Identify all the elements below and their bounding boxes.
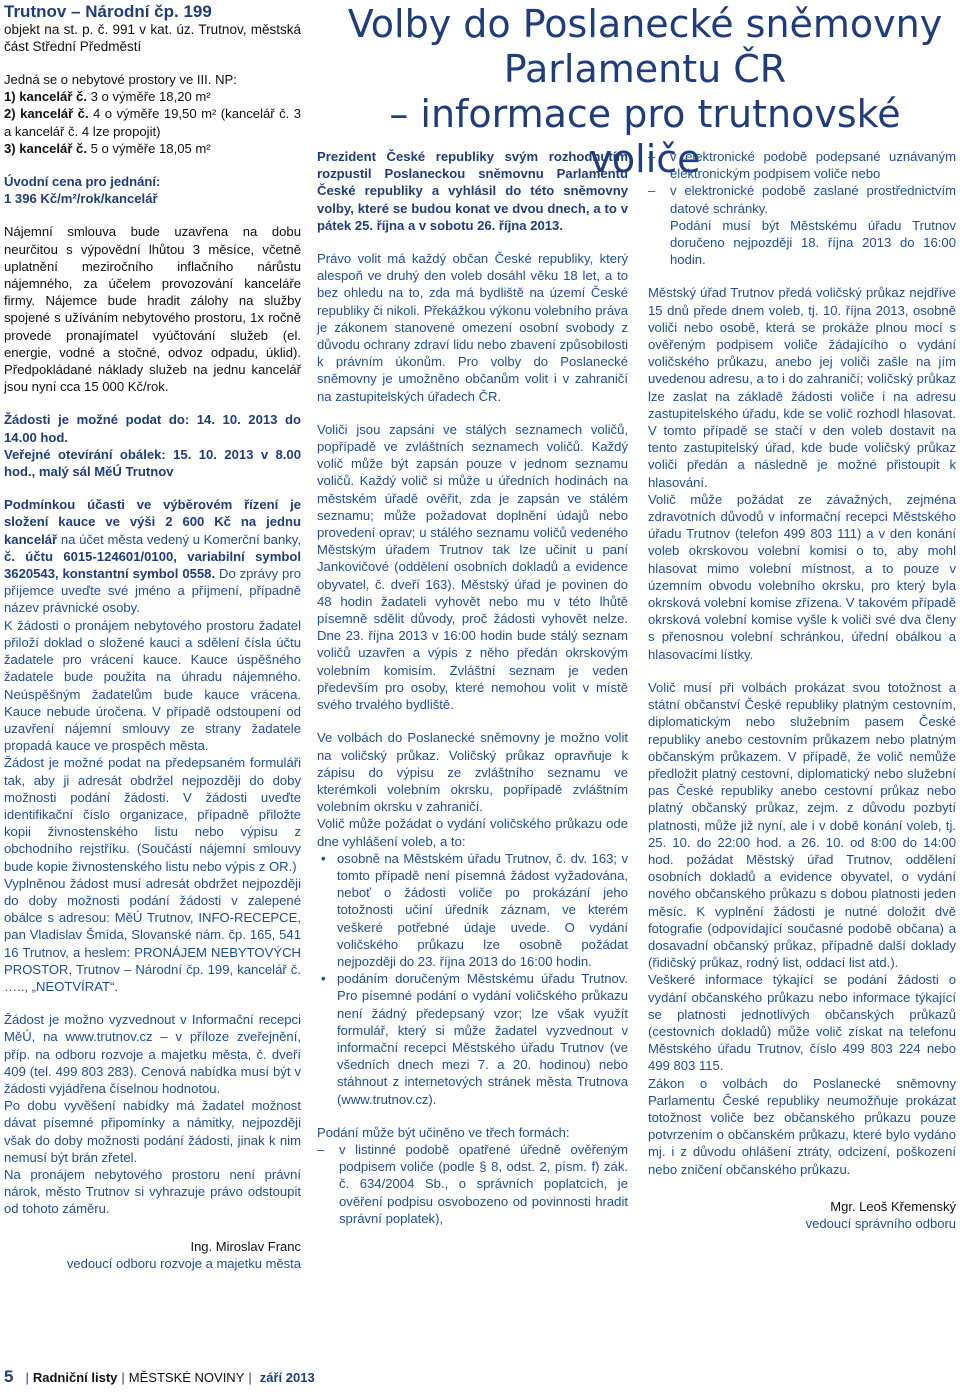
- signature-name: Mgr. Leoš Křemenský: [830, 1198, 956, 1214]
- mobile-ballot-box: Volič může požádat ze závažných, zejména zdravotních důvodů v informační recepci Městského úřadu Trutnov (telefon 499 803 111) a v den konání voleb okrskovou volební komisi o to, aby mohl hlasovat mimo volební místnost, a to pouze v územním obvodu volebního okrsku, pro který byla okrsková volební komise zřízena. V takovém případě okrsková volební komise vyšle k voliči své dva členy s přenosnou volební schránkou, úřední obálkou a hlasovacími lístky.: [648, 491, 956, 662]
- signature-name: Ing. Miroslav Franc: [190, 1238, 301, 1254]
- list-item: • osobně na Městském úřadu Trutnov, č. dv. 163; v tomto případě není písemná žádost vyžadována, neboť o žádosti voliče po prokázání jeho totožnosti učiní úředník záznam, ve kterém veškeré potřebné údaje uvede. O vydání voličského průkazu lze osobně požádat nejpozději do 23. října 2013 do 16:00 hodin.: [317, 850, 628, 970]
- property-intro: Jedná se o nebytové prostory ve III. NP:: [4, 72, 237, 87]
- magazine-title: Radniční listy: [32, 1369, 118, 1385]
- footer-divider: |: [248, 1369, 252, 1385]
- lease-terms: Nájemní smlouva bude uzavřena na dobu neurčitou s výpovědní lhůtou 3 měsíce, včetně uplatnění meziročního inflačního nárůstu nájemného, za účelem provozování kanceláře firmy. Nájemce bude hradit zálohy na služby spojené s užíváním nebytového prostoru, 1x ročně provede pronajímatel vyúčtování služeb (el. energie, vodné a stočné, odvoz odpadu, úklid). Předpokládané náklady služeb na jednu kancelář jsou nyní cca 15 000 Kč/rok.: [4, 224, 301, 395]
- headline-line-2: Parlamentu ČR: [503, 47, 787, 91]
- card-delivery: Městský úřad Trutnov předá voličský průkaz nejdříve 15 dnů přede dnem voleb, tj. 10. října 2013, osobně voliči nebo osobě, která se prokáže plnou mocí s ověřeným podpisem voliče žádajícího o vydání voličského průkazu, anebo jej voliči zašle na jím uvedenou adresu, a to i do zahraničí; voličský průkaz lze zaslat na základě žádosti voliče i na adresu zastupitelského úřadu, kde se volič rozhodl hlasovat. V tomto případě se stačí v den voleb dostavit na tento zastupitelský úřad, kde bude voličský průkaz voliči předán a následně je možné přistoupit k hlasování.: [648, 285, 956, 490]
- footer-divider: |: [25, 1369, 29, 1385]
- office-item-3: 3) kancelář č. 5 o výměře 18,05 m²: [4, 140, 211, 156]
- article-lead: Prezident České republiky svým rozhodnutím rozpustil Poslaneckou sněmovnu Parlamentu České republiky a vyhlásil do této sněmovny volby, které se budou konat ve dvou dnech, a to v pátek 25. října a v sobotu 26. října 2013.: [317, 149, 628, 233]
- voter-card-info: Ve volbách do Poslanecké sněmovny je možno volit na voličský průkaz. Voličský průkaz opravňuje k zápisu do výpisu ze zvláštního seznamu ve kterémkoli volebním okrsku, popřípadě zvláštním volebním okrsku v zahraničí.: [317, 730, 628, 815]
- list-item: – v elektronické podobě zaslané prostřednictvím datové schránky.: [648, 182, 956, 216]
- page-footer: [4, 1366, 315, 1388]
- voter-card-request: Volič může požádat o vydání voličského průkazu ode dne vyhlášení voleb, a to:: [317, 816, 628, 849]
- submission-address: Vyplněnou žádost musí adresát obdržet nejpozději do doby možnosti podání žádosti v zalepené obálce s adresou: MěÚ Trutnov, INFO-RECEPCE, pan Vladislav Šmída, Slovanské nám. čp. 165, 541 16 Trutnov, a heslem: PRONÁJEM NEBYTOVÝCH PROSTOR, Trutnov – Národní čp. 199, kancelář č. ….., „NEOTVÍRAT“.: [4, 875, 301, 994]
- price-label: Úvodní cena pro jednání:: [4, 174, 161, 190]
- footer-divider: |: [121, 1369, 125, 1385]
- signature-role: vedoucí správního odboru: [805, 1215, 956, 1231]
- right-column: [648, 148, 956, 1232]
- left-column: [4, 2, 301, 1272]
- voter-lists: Voliči jsou zapsáni ve stálých seznamech voličů, popřípadě ve zvláštních seznamech voličů. Každý volič může být zapsán pouze v jednom seznamu voličů. Každý volič si může u úředních hodinách na městském úřadě ověřit, zda je zapsán ve stálém seznamu; může požadovat doplnění údajů nebo provedení oprav; u stálého seznamu voličů vedeného Městským úřadem Trutnov tak lze učinit u paní Jankovičové (oddělení osobních dokladů a evidence obyvatel, č. dveří 163). Městský úřad je povinen do 48 hodin žadateli vyhovět nebo mu v této lhůtě písemně sdělit důvody, proč žádosti vyhovět nelze. Dne 23. října 2013 v 16:00 hodin bude stálý seznam voličů uzavřen a výpis z něho předán okrskovým volebním komisím. Zvláštní seznam je veden především pro osoby, které nemohou volit v místě svého trvalého bydliště.: [317, 421, 628, 713]
- deadline-submission: Žádosti je možné podat do: 14. 10. 2013 do 14.00 hod.: [4, 412, 301, 445]
- list-item: • podáním doručeným Městskému úřadu Trutnov. Pro písemné podání o vydání voličského průkazu není žádný předepsaný vzor; lze však využít formulář, který si může žadatel vyzvednout v informační recepci Městského úřadu Trutnov (ve všedních dnech mezi 7. a 20. hodinou) nebo stáhnout z internetových stránek města Trutnova (www.trutnov.cz).: [317, 970, 628, 1108]
- request-methods-list: [317, 850, 628, 1108]
- deadline-opening: Veřejné otevírání obálek: 15. 10. 2013 v 8.00 hod., malý sál MěÚ Trutnov: [4, 446, 301, 480]
- middle-column: [317, 148, 628, 1227]
- voting-right: Právo volit má každý občan České republiky, který alespoň ve druhý den voleb dosáhl věku 18 let, a to bez ohledu na to, zda má bydliště na území České republiky či nikoli. Překážkou výkonu volebního práva je zákonem stanovené omezení osobní svobody z důvodu ochrany zdraví lidu nebo zbavení způsobilosti k právním úkonům. Pro volby do Poslanecké sněmovny je umožněno občanům volit i v zahraničí na zastupitelských úřadech ČR.: [317, 251, 628, 404]
- form-pickup-info: Žádost je možno vyzvednout v Informační recepci MěÚ, na www.trutnov.cz – v příloze zveřejnění, příp. na odboru rozvoje a majetku města, č. dveří 409 (tel. 499 803 283). Cenová nabídka musí být v žádosti vyjádřena číselnou hodnotou.: [4, 1012, 301, 1096]
- list-item: – v elektronické podobě podepsané uznávaným elektronickým podpisem voliče nebo: [648, 148, 956, 182]
- headline-line-3: – informace pro trutnovské voliče: [389, 92, 901, 181]
- deposit-condition: Podmínkou účasti ve výběrovém řízení je složení kauce ve výši 2 600 Kč na jednu kancelář na účet města vedený u Komerční banky, č. účtu 6015-124601/0100, variabilní symbol 3620543, konstantní symbol 0558. Do zprávy pro příjemce uveďte své jméno a příjmení, případně název právnické osoby.: [4, 497, 301, 616]
- identity-proof: Volič musí při volbách prokázat svou totožnost a státní občanství České republiky platným cestovním, diplomatickým nebo služebním pasem České republiky anebo cestovním průkazem nebo platným občanským průkazem. V případě, že volič nemůže předložit platný cestovní, diplomatický nebo služební pas České republiky anebo cestovní průkaz nebo platný občanský průkaz, zejm. z důvodu pozbytí platnosti, může již nyní, ale i v době konání voleb, tj. 25. 10. do 22:00 hod. a 26. 10. od 8:00 do 14:00 hod. požádat Městský úřad Trutnov, oddělení osobních dokladů a evidence obyvatel, o vydání nového občanského průkazu s dobou platnosti jeden měsíc. K vyplnění žádosti je nutné doložit dvě fotografie (odpovídající současné podobě občana) a dosavadní občanský průkaz, případně další doklady (řidičský průkaz, rodný list, oddací list atd.).: [648, 679, 956, 971]
- signature-role: vedoucí odboru rozvoje a majetku města: [66, 1255, 301, 1271]
- submission-forms-list: [317, 1141, 628, 1227]
- page-number: 5: [4, 1367, 14, 1386]
- submission-forms-intro: Podání může být učiněno ve třech formách:: [317, 1124, 570, 1140]
- delivery-deadline: Podání musí být Městskému úřadu Trutnov doručeno nejpozději 18. října 2013 do 16:00 hodin.: [670, 217, 956, 268]
- submission-forms-list-cont: [648, 148, 956, 217]
- section-title: MĚSTSKÉ NOVINY: [128, 1369, 245, 1385]
- price-value: 1 396 Kč/m²/rok/kancelář: [4, 191, 158, 207]
- objections-info: Po dobu vyvěšení nabídky má žadatel možnost dávat písemné připomínky a námitky, nejpozději však do doby možnosti podání žádosti, jinak k nim nemusí být brán zřetel.: [4, 1098, 301, 1165]
- office-item-1: 1) kancelář č. 3 o výměře 18,20 m²: [4, 89, 211, 105]
- deposit-details: K žádosti o pronájem nebytového prostoru žadatel přiloží doklad o složené kauci a sdělení čísla účtu žadatele pro vrácení kauce. Kauce úspěšného žadatele bude použita na úhradu nájemného. Neúspěšným žadatelům bude kauce vrácena. Kauce nebude úročena. V případě odstoupení od uzavření nájemní smlouvy ze strany žadatele propadá kauce ve prospěch města.: [4, 617, 301, 754]
- headline-line-1: Volby do Poslanecké sněmovny: [347, 2, 943, 46]
- list-item: – v listinné podobě opatřené úředně ověřeným podpisem voliče (podle § 8, odst. 2, písm. f) zák. č. 634/2004 Sb., o správních poplatcích, je ověření podpisu osvobozeno od povinnosti hradit správní poplatek),: [317, 1141, 628, 1227]
- issue-month: září 2013: [259, 1369, 315, 1385]
- application-form-info: Žádost je možné podat na předepsaném formuláři tak, aby ji adresát obdržel nejpozději do doby možnosti podání žádosti. V žádosti uveďte identifikační číslo organizace, případně přiložte kopii živnostenského listu nebo výpisu z obchodního rejstříku. (Součástí nájemní smlouvy bude kopie živnostenského listu nebo výpis z OR.): [4, 755, 301, 874]
- id-law-notice: Zákon o volbách do Poslanecké sněmovny Parlamentu České republiky neumožňuje prokázat totožnost voliče bez občanského průkazu pouze potvrzením o občanském průkazu, které bylo vydáno mj. i z důvodu ohlášení ztráty, odcizení, poškození nebo zničení občanského průkazu.: [648, 1075, 956, 1177]
- office-item-2: 2) kancelář č. 4 o výměře 19,50 m² (kancelář č. 3 a kancelář č. 4 lze propojit): [4, 106, 301, 139]
- legal-notice: Na pronájem nebytového prostoru není právní nárok, město Trutnov si vyhrazuje právo odstoupit od tohoto záměru.: [4, 1166, 301, 1217]
- id-card-info: Veškeré informace týkající se podání žádosti o vydání občanského průkazu nebo informace týkající se platnosti jednotlivých občanských průkazů (cestovních dokladů) může volič získat na telefonu Městského úřadu Trutnov, číslo 499 803 224 nebo 499 803 115.: [648, 972, 956, 1074]
- property-heading: Trutnov – Národní čp. 199: [4, 2, 212, 21]
- property-subheading: objekt na st. p. č. 991 v kat. úz. Trutnov, městská část Střední Předměstí: [4, 22, 301, 54]
